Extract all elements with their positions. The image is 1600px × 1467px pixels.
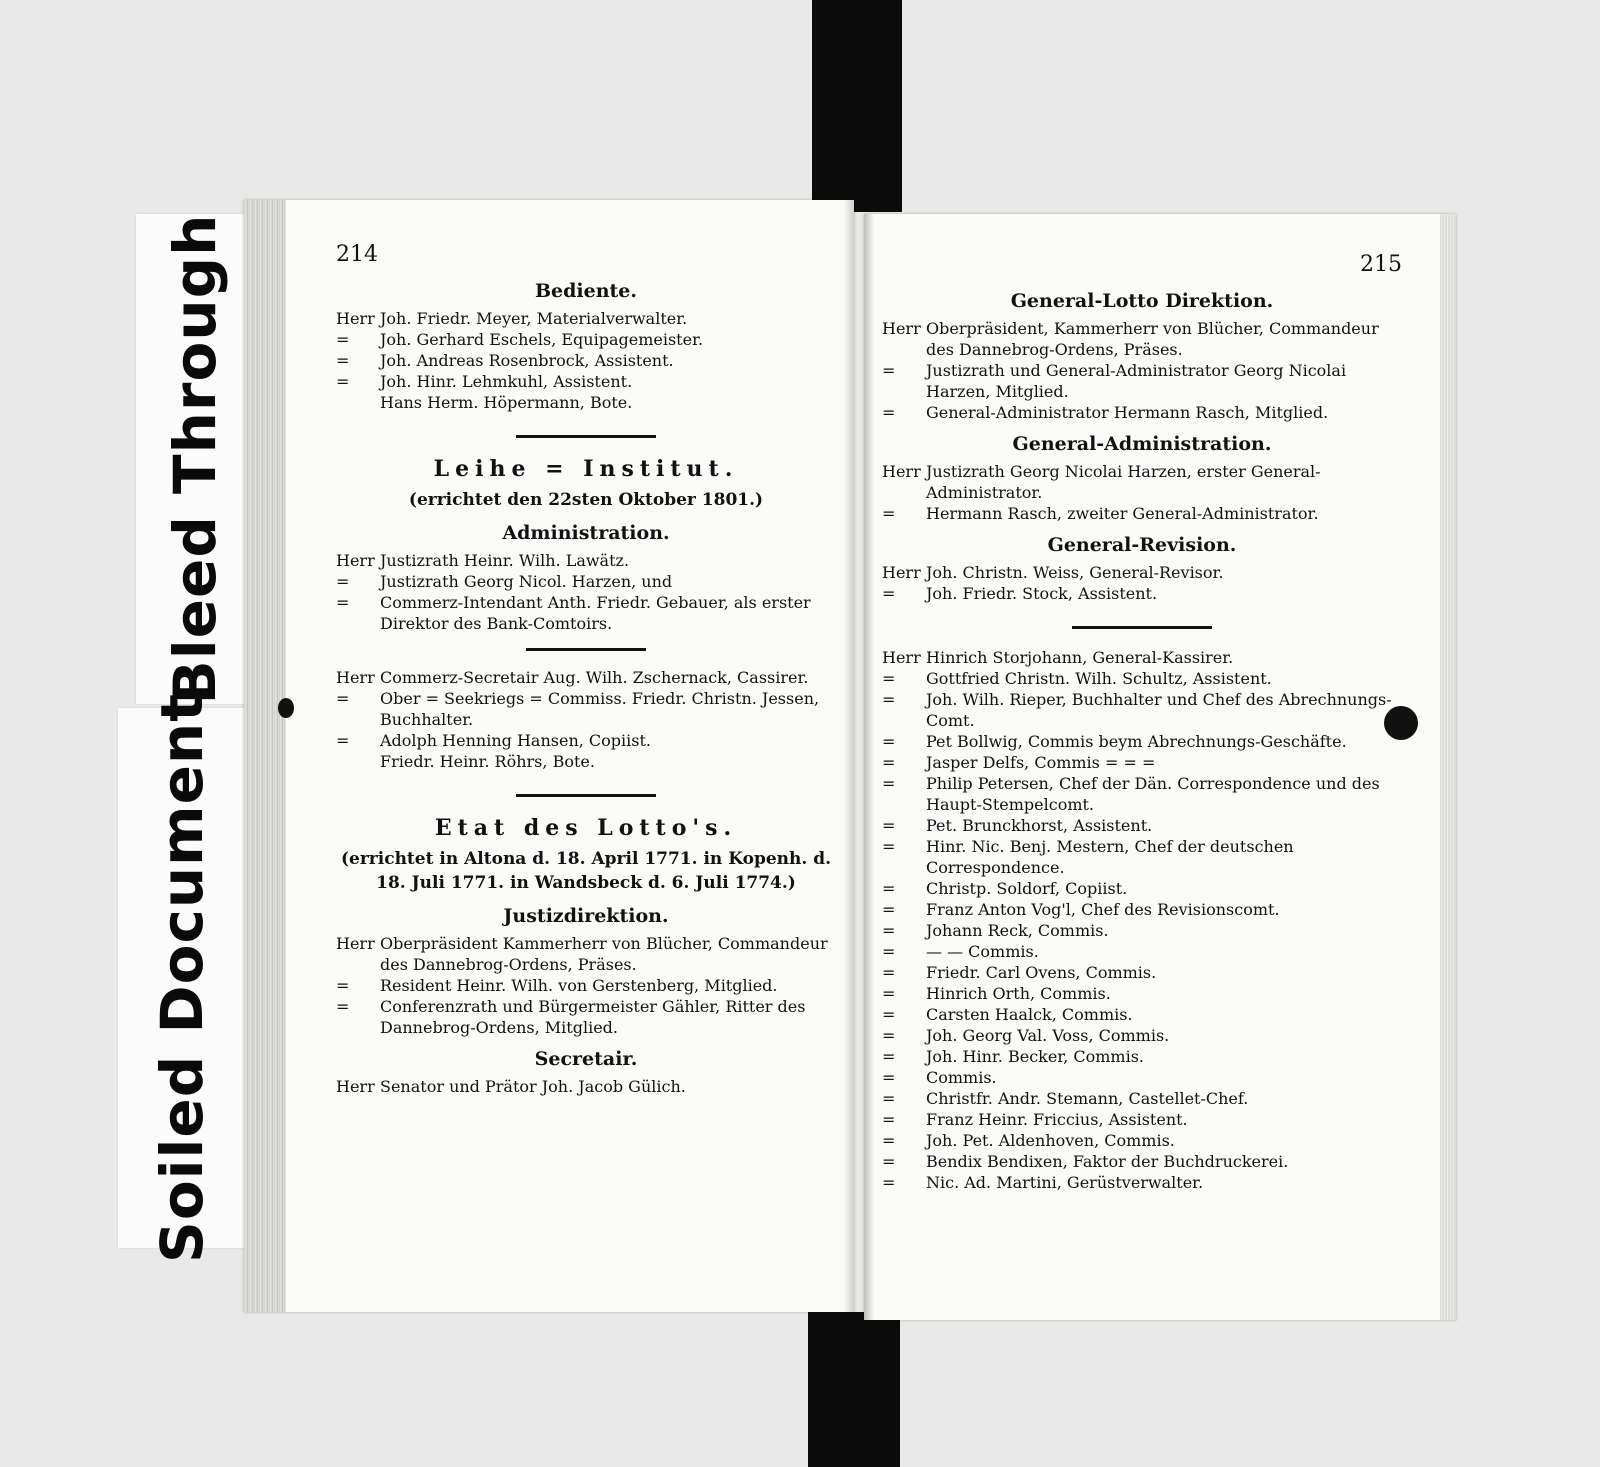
entry-text: Bendix Bendixen, Faktor der Buchdruckerei.: [926, 1152, 1289, 1171]
leihe-admin-list: [336, 550, 836, 634]
entry-prefix: =: [882, 1110, 896, 1129]
entry-text: Conferenzrath und Bürgermeister Gähler, Ritter des Dannebrog-Ordens, Mitglied.: [380, 997, 806, 1037]
list-item: [882, 318, 1402, 360]
list-item: [882, 461, 1402, 503]
section-heading: Leihe = Institut.: [433, 456, 739, 482]
entry-prefix: =: [336, 976, 350, 995]
entry-text: Friedr. Heinr. Röhrs, Bote.: [380, 752, 595, 771]
entry-text: Christp. Soldorf, Copiist.: [926, 879, 1128, 898]
list-item: [336, 975, 836, 996]
list-item: [882, 1067, 1402, 1088]
page-number: 214: [336, 242, 378, 267]
entry-prefix: =: [336, 572, 350, 591]
entry-text: Justizrath Georg Nicol. Harzen, und: [380, 572, 673, 591]
list-item: [336, 550, 836, 571]
entry-text: Commerz-Intendant Anth. Friedr. Gebauer, als erster Direktor des Bank-Comtoirs.: [380, 593, 811, 633]
entry-prefix: =: [882, 1068, 896, 1087]
entry-text: Friedr. Carl Ovens, Commis.: [926, 963, 1157, 982]
entry-prefix: =: [882, 837, 896, 856]
entry-text: Commis.: [926, 1068, 997, 1087]
entry-prefix: =: [336, 372, 350, 391]
page-left: [244, 200, 854, 1312]
list-item: [336, 592, 836, 634]
entry-prefix: Herr: [336, 934, 375, 953]
list-item: [882, 920, 1402, 941]
entry-text: Resident Heinr. Wilh. von Gerstenberg, Mitglied.: [380, 976, 778, 995]
entry-prefix: =: [336, 330, 350, 349]
list-item: [882, 1025, 1402, 1046]
entry-text: Joh. Andreas Rosenbrock, Assistent.: [380, 351, 674, 370]
list-item: [336, 571, 836, 592]
section-heading: General-Lotto Direktion.: [1010, 290, 1274, 312]
entry-prefix: =: [882, 774, 896, 793]
entry-prefix: =: [882, 1047, 896, 1066]
entry-text: Pet Bollwig, Commis beym Abrechnungs-Geschäfte.: [926, 732, 1347, 751]
entry-prefix: =: [882, 879, 896, 898]
page-right: [864, 214, 1456, 1320]
list-item: [336, 688, 836, 730]
entry-prefix: Herr: [882, 648, 921, 667]
list-item: [882, 402, 1402, 423]
list-item: [336, 667, 836, 688]
section-heading: Bediente.: [534, 280, 638, 302]
entry-prefix: =: [336, 997, 350, 1016]
entry-text: Joh. Gerhard Eschels, Equipagemeister.: [380, 330, 704, 349]
entry-text: Oberpräsident, Kammerherr von Blücher, Commandeur des Dannebrog-Ordens, Präses.: [926, 319, 1379, 359]
list-item: [882, 1151, 1402, 1172]
entry-text: Hinrich Orth, Commis.: [926, 984, 1111, 1003]
entry-text: Joh. Friedr. Meyer, Materialverwalter.: [380, 309, 688, 328]
binder-clip-top: [812, 0, 902, 212]
entry-prefix: =: [882, 361, 896, 380]
binder-clip-bottom: [808, 1312, 900, 1467]
entry-prefix: =: [882, 1152, 896, 1171]
section-heading: Administration.: [502, 522, 670, 544]
list-item: [882, 1004, 1402, 1025]
entry-prefix: =: [882, 963, 896, 982]
direktion-list: [882, 318, 1402, 423]
entry-prefix: =: [882, 669, 896, 688]
bleed-through-text: Bleed Through: [161, 213, 229, 705]
entry-text: Philip Petersen, Chef der Dän. Correspondence und des Haupt-Stempelcomt.: [926, 774, 1380, 814]
section-heading: Secretair.: [534, 1048, 638, 1070]
list-item: [882, 562, 1402, 583]
entry-prefix: Herr: [882, 319, 921, 338]
staff-list: [882, 647, 1402, 1193]
entry-prefix: =: [882, 921, 896, 940]
list-item: [882, 836, 1402, 878]
divider: [526, 648, 646, 651]
list-item: [882, 1088, 1402, 1109]
entry-prefix: =: [336, 593, 350, 612]
entry-text: Christfr. Andr. Stemann, Castellet-Chef.: [926, 1089, 1249, 1108]
entry-text: Justizrath und General-Administrator Georg Nicolai Harzen, Mitglied.: [926, 361, 1347, 401]
list-item: [882, 1109, 1402, 1130]
list-item: [882, 503, 1402, 524]
entry-prefix: =: [336, 731, 350, 750]
list-item: [882, 752, 1402, 773]
entry-text: Gottfried Christn. Wilh. Schultz, Assistent.: [926, 669, 1272, 688]
list-item: [882, 1172, 1402, 1193]
entry-prefix: =: [882, 1173, 896, 1192]
list-item: [882, 1046, 1402, 1067]
list-item: [882, 773, 1402, 815]
entry-text: Adolph Henning Hansen, Copiist.: [380, 731, 651, 750]
entry-prefix: =: [882, 690, 896, 709]
list-item: [882, 360, 1402, 402]
entry-prefix: =: [882, 504, 896, 523]
revision-list: [882, 562, 1402, 604]
list-item: [882, 815, 1402, 836]
ink-blot: [278, 698, 294, 718]
list-item: [882, 962, 1402, 983]
page-edge: [244, 200, 286, 1312]
list-item: [882, 731, 1402, 752]
page-edge: [1440, 214, 1456, 1320]
entry-text: Joh. Wilh. Rieper, Buchhalter und Chef des Abrechnungs-Comt.: [926, 690, 1392, 730]
entry-prefix: =: [882, 1005, 896, 1024]
entry-text: Jasper Delfs, Commis = = =: [926, 753, 1156, 772]
entry-prefix: =: [882, 984, 896, 1003]
entry-text: Joh. Georg Val. Voss, Commis.: [926, 1026, 1170, 1045]
section-heading: Etat des Lotto's.: [434, 815, 738, 841]
entry-text: Franz Anton Vog'l, Chef des Revisionscomt.: [926, 900, 1280, 919]
leihe-staff-list: [336, 667, 836, 772]
entry-text: Justizrath Heinr. Wilh. Lawätz.: [380, 551, 630, 570]
entry-text: Joh. Christn. Weiss, General-Revisor.: [926, 563, 1224, 582]
entry-prefix: =: [882, 1131, 896, 1150]
divider: [1072, 626, 1212, 629]
entry-prefix: =: [882, 753, 896, 772]
entry-text: Joh. Hinr. Lehmkuhl, Assistent.: [380, 372, 633, 391]
entry-prefix: =: [882, 732, 896, 751]
entry-prefix: Herr: [336, 668, 375, 687]
justizdirektion-list: [336, 933, 836, 1038]
section-subheading: (errichtet den 22sten Oktober 1801.): [408, 490, 764, 510]
list-item: [882, 1130, 1402, 1151]
entry-prefix: =: [882, 584, 896, 603]
list-item: [882, 583, 1402, 604]
entry-prefix: =: [336, 689, 350, 708]
list-item: [882, 647, 1402, 668]
section-subheading: (errichtet in Altona d. 18. April 1771. in Kopenh. d. 18. Juli 1771. in Wandsbeck d. 6. Juli 1774.): [340, 849, 832, 893]
section-heading: General-Administration.: [1012, 433, 1272, 455]
section-heading: General-Revision.: [1047, 534, 1237, 556]
bleed-through-label: [136, 214, 254, 704]
entry-prefix: =: [882, 403, 896, 422]
entry-prefix: =: [882, 816, 896, 835]
administration-list: [882, 461, 1402, 524]
list-item: [336, 933, 836, 975]
list-item: [882, 878, 1402, 899]
entry-prefix: =: [882, 1089, 896, 1108]
list-item: [336, 751, 836, 772]
entry-text: Nic. Ad. Martini, Gerüstverwalter.: [926, 1173, 1204, 1192]
entry-prefix: Herr: [882, 462, 921, 481]
entry-prefix: Herr: [882, 563, 921, 582]
list-item: [882, 899, 1402, 920]
entry-text: Joh. Hinr. Becker, Commis.: [926, 1047, 1145, 1066]
entry-prefix: =: [882, 1026, 896, 1045]
list-item: [336, 392, 836, 413]
entry-text: Franz Heinr. Friccius, Assistent.: [926, 1110, 1188, 1129]
gutter-shadow: [844, 200, 854, 1312]
list-item: [336, 371, 836, 392]
entry-prefix: Herr: [336, 551, 375, 570]
entry-text: General-Administrator Hermann Rasch, Mitglied.: [926, 403, 1329, 422]
entry-text: Commerz-Secretair Aug. Wilh. Zschernack, Cassirer.: [380, 668, 809, 687]
entry-prefix: =: [882, 942, 896, 961]
entry-text: Oberpräsident Kammerherr von Blücher, Commandeur des Dannebrog-Ordens, Präses.: [380, 934, 828, 974]
gutter-shadow: [864, 214, 874, 1320]
list-item: [882, 941, 1402, 962]
entry-text: — — Commis.: [926, 942, 1039, 961]
section-heading: Justizdirektion.: [503, 905, 669, 927]
entry-text: Hermann Rasch, zweiter General-Administrator.: [926, 504, 1319, 523]
list-item: Herr Senator und Prätor Joh. Jacob Gülich.: [336, 1077, 686, 1096]
list-item: [882, 668, 1402, 689]
entry-text: Ober = Seekriegs = Commiss. Friedr. Christn. Jessen, Buchhalter.: [380, 689, 820, 729]
entry-text: Johann Reck, Commis.: [926, 921, 1109, 940]
bediente-list: [336, 308, 836, 413]
list-item: [336, 996, 836, 1038]
entry-text: Justizrath Georg Nicolai Harzen, erster General-Administrator.: [926, 462, 1321, 502]
list-item: [882, 689, 1402, 731]
entry-prefix: =: [336, 351, 350, 370]
entry-text: Joh. Friedr. Stock, Assistent.: [926, 584, 1158, 603]
list-item: [336, 730, 836, 751]
list-item: [336, 308, 836, 329]
list-item: [336, 350, 836, 371]
divider: [516, 435, 656, 438]
entry-text: Hinr. Nic. Benj. Mestern, Chef der deutschen Correspondence.: [926, 837, 1294, 877]
soiled-document-label: [118, 693, 246, 1263]
list-item: [336, 329, 836, 350]
entry-text: Joh. Pet. Aldenhoven, Commis.: [926, 1131, 1175, 1150]
entry-prefix: =: [882, 900, 896, 919]
entry-text: Pet. Brunckhorst, Assistent.: [926, 816, 1153, 835]
entry-text: Hans Herm. Höpermann, Bote.: [380, 393, 633, 412]
list-item: [882, 983, 1402, 1004]
entry-text: Hinrich Storjohann, General-Kassirer.: [926, 648, 1234, 667]
entry-text: Carsten Haalck, Commis.: [926, 1005, 1133, 1024]
soiled-document-text: Soiled Document: [148, 693, 216, 1263]
divider: [516, 794, 656, 797]
entry-prefix: Herr: [336, 309, 375, 328]
page-number: 215: [1360, 252, 1402, 277]
